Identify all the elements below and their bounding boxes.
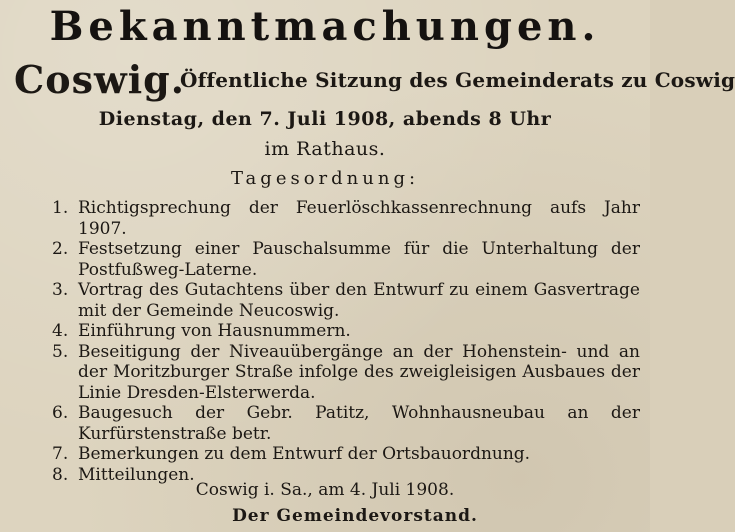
agenda-item-number: 3. xyxy=(52,280,69,300)
agenda-item-number: 5. xyxy=(52,341,69,362)
agenda-list xyxy=(52,198,640,485)
agenda-item xyxy=(52,198,640,239)
agenda-item xyxy=(52,444,640,465)
agenda-item-text: Baugesuch der Gebr. Patitz, Wohnhausneubau an der Kurfürstenstraße betr. xyxy=(78,403,640,444)
agenda-item-number: 4. xyxy=(52,321,69,341)
agenda-item-text: Beseitigung der Niveauübergänge an der Hohenstein- und an der Moritzburger Straße infolge des zweigleisigen Ausbaues der Linie Dresden-Elsterwerda. xyxy=(78,341,640,403)
agenda-item-number: 1. xyxy=(52,198,69,218)
agenda-item-text: Festsetzung einer Pauschalsumme für die Unterhaltung der Postfußweg-Laterne. xyxy=(78,239,640,280)
agenda-item-text: Einführung von Hausnummern. xyxy=(78,321,351,341)
place-line: im Rathaus. xyxy=(264,138,386,160)
agenda-heading: Tagesordnung: xyxy=(230,168,420,189)
date-line: Dienstag, den 7. Juli 1908, abends 8 Uhr xyxy=(98,108,552,130)
session-title: Öffentliche Sitzung des Gemeinderats zu Coswig xyxy=(180,68,735,92)
agenda-item-text: Bemerkungen zu dem Entwurf der Ortsbauordnung. xyxy=(78,444,531,464)
agenda-item-number: 6. xyxy=(52,403,69,423)
agenda-item-number: 2. xyxy=(52,239,69,259)
agenda-item xyxy=(52,403,640,444)
agenda-item-text: Mitteilungen. xyxy=(78,464,195,485)
agenda-item xyxy=(52,280,640,321)
town-name: Coswig. xyxy=(14,57,185,102)
signature-name: Der Gemeindevorstand. xyxy=(232,506,478,526)
agenda-item xyxy=(52,239,640,280)
headline: Bekanntmachungen. xyxy=(49,3,601,50)
agenda-item xyxy=(52,342,640,404)
agenda-item-text: Vortrag des Gutachtens über den Entwurf zu einem Gasvertrage mit der Gemeinde Neucoswig. xyxy=(78,280,640,321)
signature-place-date: Coswig i. Sa., am 4. Juli 1908. xyxy=(195,480,455,500)
agenda-item-number: 8. xyxy=(52,464,69,485)
title-row xyxy=(14,57,735,104)
agenda-item-number: 7. xyxy=(52,444,69,464)
agenda-item xyxy=(52,321,640,342)
agenda-item-text: Richtigsprechung der Feuerlöschkassenrechnung aufs Jahr 1907. xyxy=(78,198,640,239)
